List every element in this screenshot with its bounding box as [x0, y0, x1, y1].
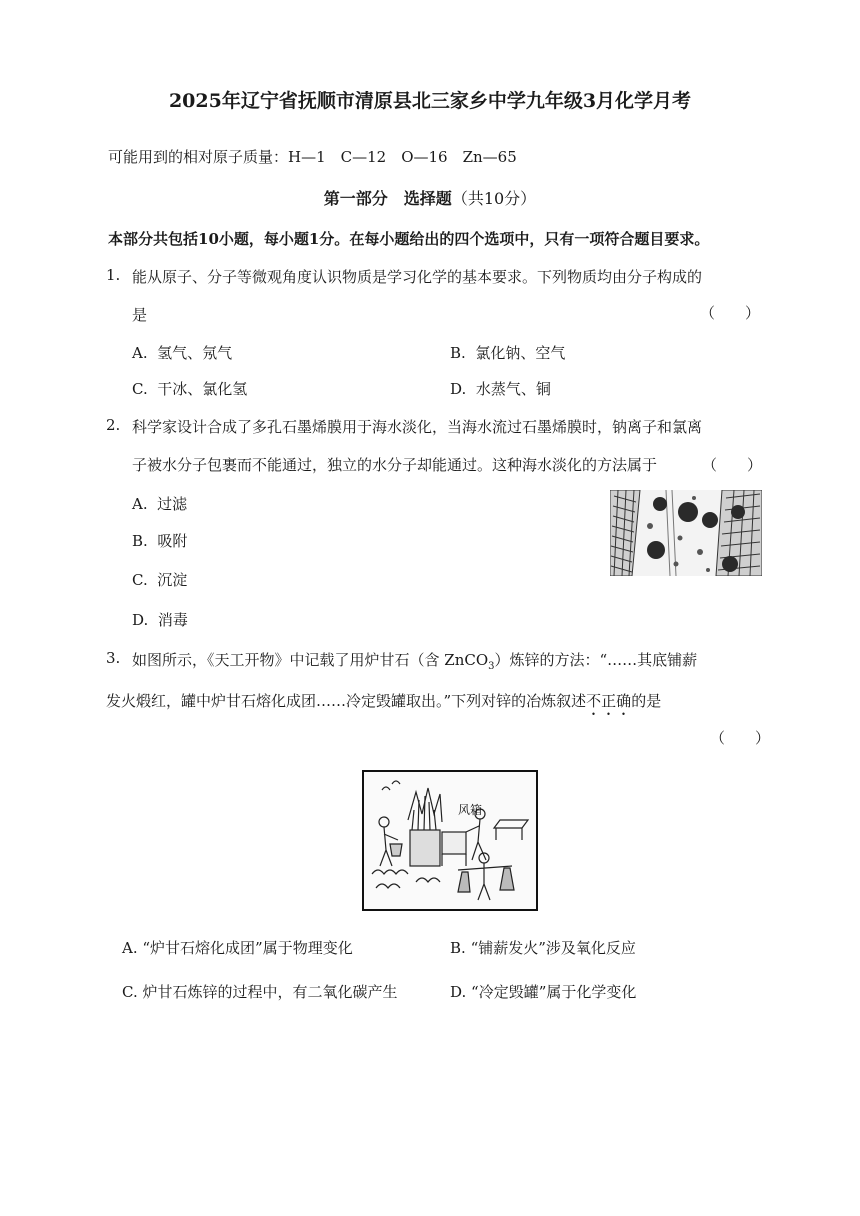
stem-part: 的是 [631, 692, 662, 710]
zinc-smelting-woodcut-figure [362, 770, 538, 911]
question-1-option-b[interactable] [450, 342, 565, 363]
option-label: A. [132, 495, 148, 513]
question-3-stem-line-2 [106, 690, 661, 719]
option-text: 炉甘石炼锌的过程中，有二氧化碳产生 [142, 983, 398, 1001]
option-text: “炉甘石熔化成团”属于物理变化 [142, 939, 353, 957]
atomic-mass-note: 可能用到的相对原子质量：H—1 C—12 O—16 Zn—65 [108, 148, 517, 166]
section-instruction: 本部分共包括10小题，每小题1分。在每小题给出的四个选项中，只有一项符合题目要求。 [108, 230, 710, 248]
stem-part: ）炼锌的方法：“……其底铺薪 [494, 651, 698, 669]
question-1-stem-line-2: 是 [132, 306, 148, 324]
question-1-option-d[interactable] [450, 378, 551, 399]
option-text: 氢气、氖气 [157, 344, 233, 362]
option-text: “冷定毁罐”属于化学变化 [471, 983, 637, 1001]
question-3-stem-line-1 [132, 649, 697, 672]
option-label: C. [132, 380, 148, 398]
question-3-answer-blank[interactable]: （ ） [710, 729, 771, 747]
stem-emphasis: 不正确 [586, 692, 632, 710]
option-label: B. [132, 532, 148, 550]
question-3-option-d[interactable] [450, 981, 636, 1002]
option-text: 氯化钠、空气 [475, 344, 566, 362]
question-2-option-a[interactable] [132, 493, 187, 514]
option-text: 吸附 [157, 532, 188, 550]
question-2-number: 2. [106, 416, 121, 434]
option-text: 过滤 [157, 495, 188, 513]
question-3-option-c[interactable] [122, 981, 398, 1002]
page-title: 2025年辽宁省抚顺市清原县北三家乡中学九年级3月化学月考 [168, 90, 692, 112]
option-text: 沉淀 [157, 571, 188, 589]
question-1-option-a[interactable] [132, 342, 232, 363]
option-label: D. [450, 983, 467, 1001]
section-title: 第一部分 选择题 [323, 189, 452, 208]
question-1-answer-blank[interactable]: （ ） [700, 304, 761, 322]
option-text: 水蒸气、铜 [475, 380, 551, 398]
question-2-option-c[interactable] [132, 569, 187, 590]
option-text: “铺薪发火”涉及氧化反应 [470, 939, 636, 957]
question-2-option-d[interactable] [132, 609, 188, 630]
bellows-label: 风箱 [458, 803, 483, 817]
stem-part: 发火煅红，罐中炉甘石熔化成团……冷定毁罐取出。”下列对锌的冶炼叙述 [106, 692, 587, 710]
option-label: C. [122, 983, 138, 1001]
option-label: D. [450, 380, 467, 398]
option-label: C. [132, 571, 148, 589]
graphene-membrane-figure [610, 490, 762, 576]
option-label: B. [450, 939, 466, 957]
option-label: D. [132, 611, 149, 629]
question-2-option-b[interactable] [132, 530, 187, 551]
section-heading [0, 186, 860, 209]
option-label: A. [132, 344, 148, 362]
question-2-answer-blank[interactable]: （ ） [702, 456, 763, 474]
stem-part: 如图所示，《天工开物》中记载了用炉甘石（含 ZnCO [132, 651, 489, 669]
question-3-number: 3. [106, 649, 121, 667]
option-label: A. [122, 939, 138, 957]
stem-subscript: 3 [488, 661, 495, 672]
question-1-option-c[interactable] [132, 378, 247, 399]
question-1-number: 1. [106, 266, 121, 284]
option-label: B. [450, 344, 466, 362]
option-text: 消毒 [157, 611, 188, 629]
question-3-option-b[interactable] [450, 937, 636, 958]
question-3-option-a[interactable] [122, 937, 353, 958]
question-1-stem-line-1: 能从原子、分子等微观角度认识物质是学习化学的基本要求。下列物质均由分子构成的 [132, 268, 703, 286]
question-2-stem-line-2: 子被水分子包裹而不能通过，独立的水分子却能通过。这种海水淡化的方法属于 [132, 456, 658, 474]
section-points: （共10分） [451, 189, 537, 208]
question-2-stem-line-1: 科学家设计合成了多孔石墨烯膜用于海水淡化，当海水流过石墨烯膜时，钠离子和氯离 [132, 418, 703, 436]
option-text: 干冰、氯化氢 [157, 380, 248, 398]
